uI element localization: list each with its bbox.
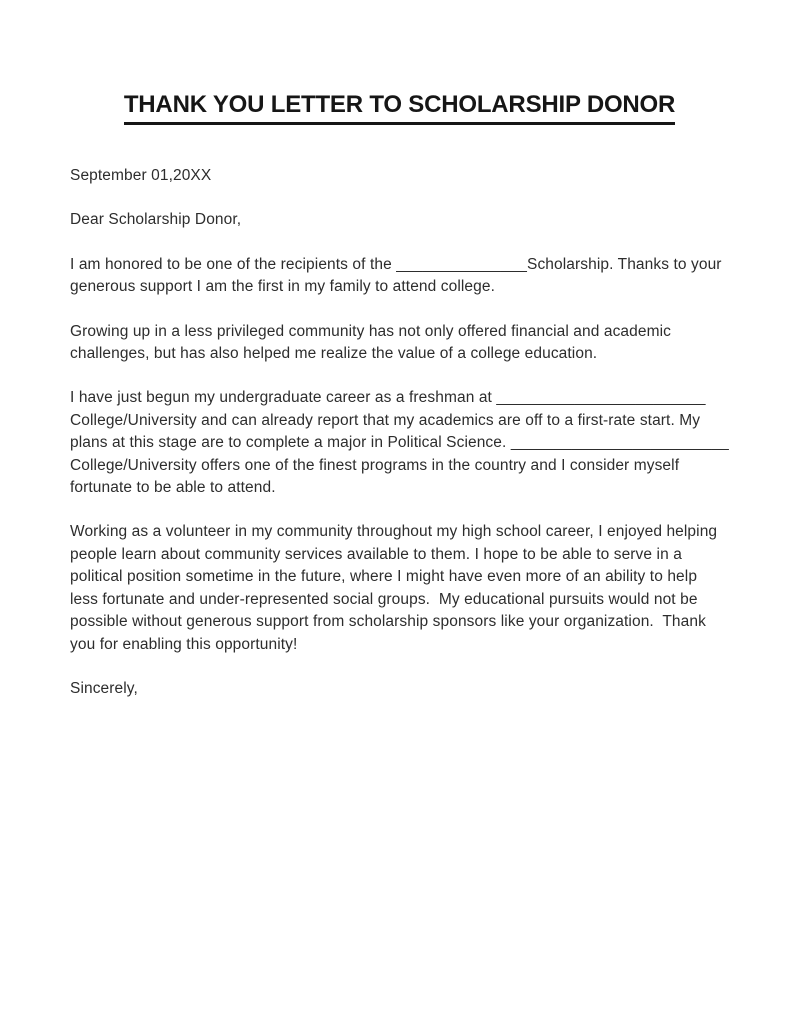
letter-paragraph-growing-up: Growing up in a less privileged community has not only offered financial and academic challenges, but has also helped me realize the value of a college education.: [70, 322, 676, 363]
letter-closing: Sincerely,: [70, 679, 138, 697]
letter-salutation: Dear Scholarship Donor,: [70, 211, 242, 229]
letter-paragraph-undergraduate: I have just begun my undergraduate career as a freshman at ________________________ College/University and can already report that my academics are off to a first-rate start. My plans at this stage are to complete a major in Political Science. _________________________ College/University offers one of the finest programs in the country and I consider myself fortunate to be able to attend.: [70, 389, 734, 497]
letter-paragraph-honored: I am honored to be one of the recipients of the _______________Scholarship. Thanks to your generous support I am the first in my family to attend college.: [70, 255, 726, 296]
letter-paragraph-volunteer: Working as a volunteer in my community throughout my high school career, I enjoyed helping people learn about community services available to them. I hope to be able to serve in a political position sometime in the future, where I might have even more of an ability to help less fortunate and under-represented social groups. My educational pursuits would not be possible without generous support from scholarship sponsors like your organization. Thank you for enabling this opportunity!: [70, 523, 722, 653]
letter-title-text: THANK YOU LETTER TO SCHOLARSHIP DONOR: [124, 90, 675, 125]
letter-title: [70, 90, 729, 125]
letter-date: September 01,20XX: [70, 167, 212, 184]
